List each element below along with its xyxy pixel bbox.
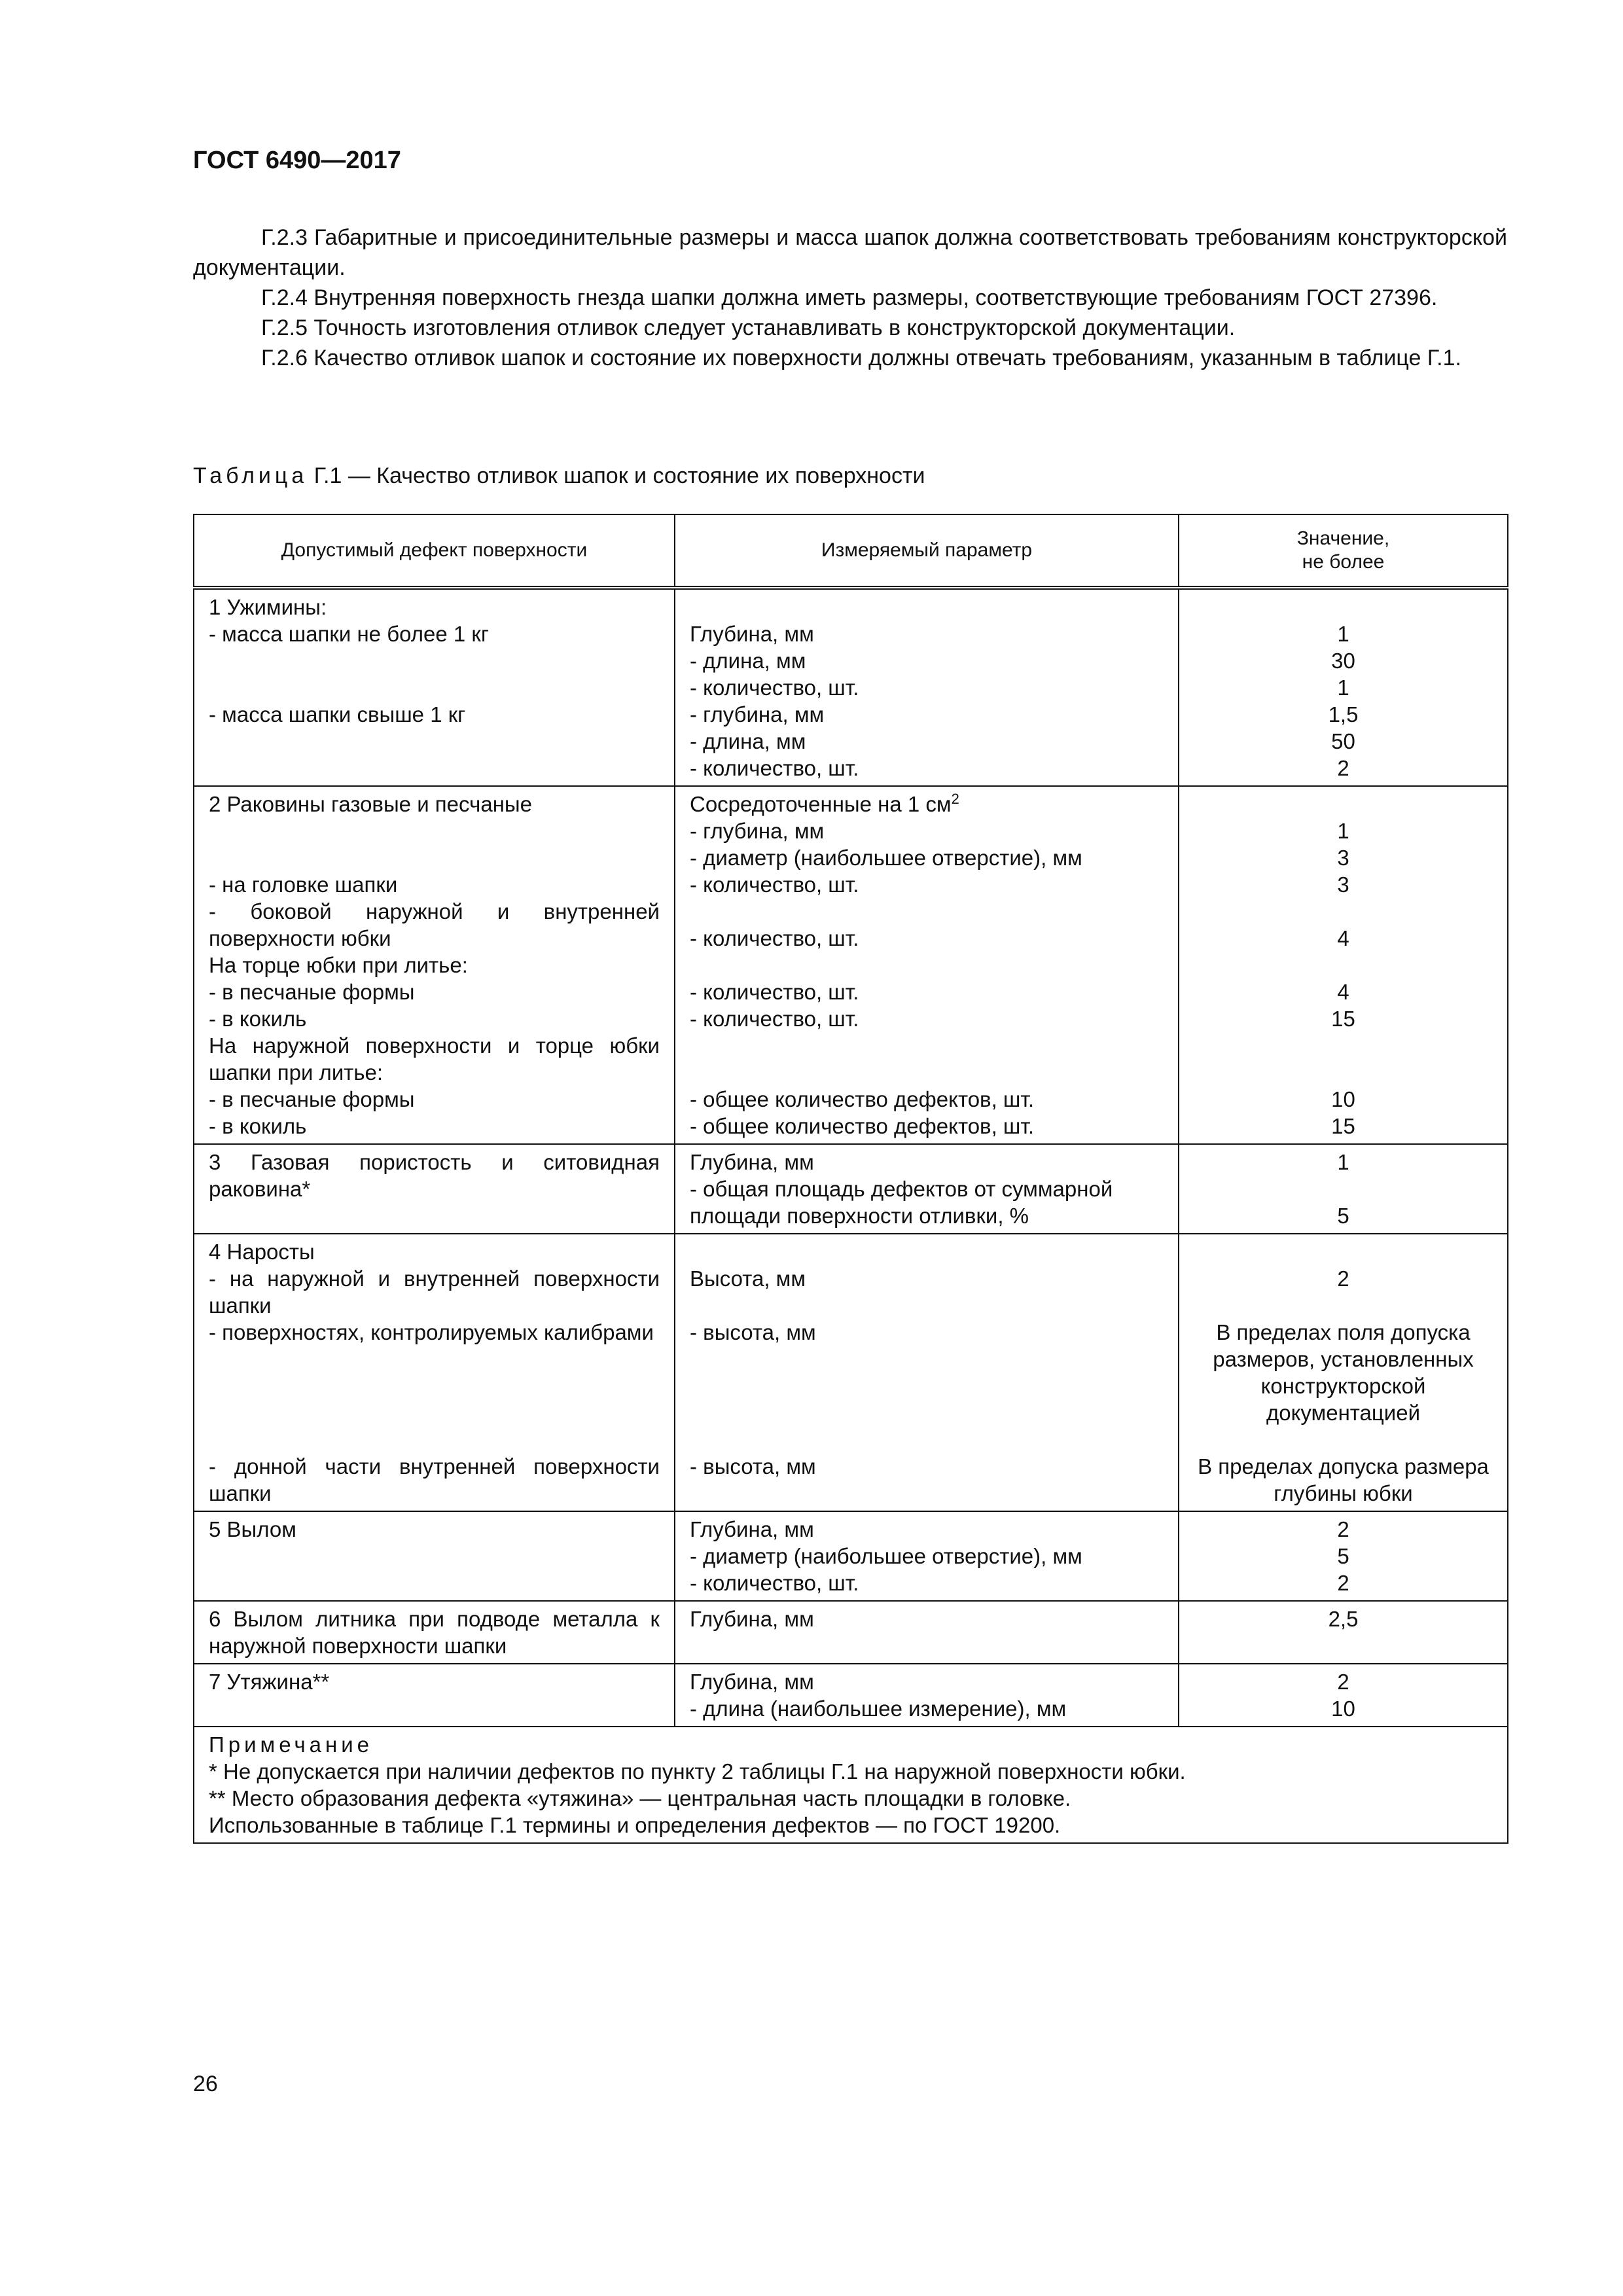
defect-title: 4 Наросты — [209, 1240, 315, 1264]
parameter-line: Глубина, мм — [690, 1517, 814, 1541]
table-note — [194, 1727, 1508, 1843]
defect-sub: - в кокиль — [209, 1007, 307, 1031]
parameter-line: - глубина, мм — [690, 702, 825, 726]
parameter-cell — [675, 588, 1179, 786]
value-line: 3 — [1337, 872, 1349, 897]
value-line: 10 — [1331, 1696, 1355, 1721]
parameter-line: - длина (наибольшее измерение), мм — [690, 1696, 1067, 1721]
note-line: * Не допускается при наличии дефектов по пункту 2 таблицы Г.1 на наружной поверхности юбки. — [209, 1759, 1186, 1784]
value-line: 15 — [1331, 1114, 1355, 1138]
value-cell — [1179, 1664, 1508, 1727]
value-line: 3 — [1337, 846, 1349, 870]
value-line: 2 — [1337, 1571, 1349, 1595]
defect-sub: - масса шапки не более 1 кг — [209, 622, 489, 646]
table-row — [194, 1664, 1508, 1727]
value-line: 5 — [1337, 1544, 1349, 1568]
note-line: Использованные в таблице Г.1 термины и определения дефектов — по ГОСТ 19200. — [209, 1813, 1061, 1837]
parameter-text: Сосредоточенные на 1 см — [690, 792, 952, 816]
defect-sub: - поверхностях, контролируемых калибрами — [209, 1320, 654, 1344]
value-line: В пределах допуска размера глубины юбки — [1198, 1454, 1489, 1505]
table-row — [194, 1601, 1508, 1664]
value-line: 2 — [1337, 756, 1349, 780]
defect-sub: - на наружной и внутренней поверхности шапки — [209, 1266, 660, 1318]
parameter-line: - общая площадь дефектов от суммарной площади поверхности отливки, % — [690, 1177, 1113, 1228]
parameter-cell — [675, 1511, 1179, 1601]
parameter-cell — [675, 1664, 1179, 1727]
parameter-line: Высота, мм — [690, 1266, 806, 1291]
table-caption-label: Таблица — [193, 463, 308, 488]
table-row — [194, 1234, 1508, 1511]
defect-sub: - боковой наружной и внутренней поверхности юбки — [209, 899, 660, 950]
parameter-cell — [675, 1144, 1179, 1234]
parameter-cell: Глубина, мм — [675, 1601, 1179, 1664]
paragraph-g23: Г.2.3 Габаритные и присоединительные размеры и масса шапок должна соответствовать требованиям конструкторской документации. — [193, 225, 1507, 280]
value-line: 50 — [1331, 729, 1355, 753]
parameter-line: - высота, мм — [690, 1454, 816, 1479]
value-line: 5 — [1337, 1204, 1349, 1228]
defect-sub: На наружной поверхности и торце юбки шапки при литье: — [209, 1033, 660, 1085]
parameter-line: - количество, шт. — [690, 1571, 859, 1595]
defect-cell — [194, 786, 675, 1144]
defect-sub: На торце юбки при литье: — [209, 953, 468, 977]
defect-cell: 3 Газовая пористость и ситовидная раковина* — [194, 1144, 675, 1234]
paragraph-g25: Г.2.5 Точность изготовления отливок следует устанавливать в конструкторской документации. — [261, 315, 1236, 340]
page-number: 26 — [193, 2072, 218, 2096]
value-line: 15 — [1331, 1007, 1355, 1031]
defect-cell — [194, 1234, 675, 1511]
note-line: ** Место образования дефекта «утяжина» — центральная часть площадки в головке. — [209, 1786, 1071, 1810]
parameter-line: Глубина, мм — [690, 622, 814, 646]
value-line: 1,5 — [1328, 702, 1359, 726]
document-header: ГОСТ 6490—2017 — [193, 147, 401, 174]
note-title: Примечание — [209, 1732, 374, 1757]
parameter-line: - длина, мм — [690, 649, 806, 673]
defect-cell: 6 Вылом литника при подводе металла к наружной поверхности шапки — [194, 1601, 675, 1664]
parameter-line: - высота, мм — [690, 1320, 816, 1344]
parameter-cell — [675, 1234, 1179, 1511]
defect-cell: 7 Утяжина** — [194, 1664, 675, 1727]
table-row — [194, 1144, 1508, 1234]
parameter-line: - количество, шт. — [690, 872, 859, 897]
parameter-line: - количество, шт. — [690, 1007, 859, 1031]
value-line: 2 — [1337, 1517, 1349, 1541]
value-line: 2 — [1337, 1266, 1349, 1291]
value-line: 1 — [1337, 1150, 1349, 1174]
value-line: 10 — [1331, 1087, 1355, 1111]
paragraph-g24: Г.2.4 Внутренняя поверхность гнезда шапки должна иметь размеры, соответствующие требованиям ГОСТ 27396. — [261, 285, 1438, 310]
value-line: 1 — [1337, 819, 1349, 843]
defect-sub: - донной части внутренней поверхности шапки — [209, 1454, 660, 1505]
value-cell — [1179, 1144, 1508, 1234]
table-note-row — [194, 1727, 1508, 1843]
table-row — [194, 786, 1508, 1144]
defect-title: 2 Раковины газовые и песчаные — [209, 792, 533, 816]
value-cell: 2,5 — [1179, 1601, 1508, 1664]
parameter-line: - диаметр (наибольшее отверстие), мм — [690, 846, 1082, 870]
parameter-line — [690, 791, 1164, 817]
header-defect: Допустимый дефект поверхности — [194, 514, 675, 588]
table-row — [194, 1511, 1508, 1601]
parameter-line: - глубина, мм — [690, 819, 825, 843]
parameter-line: - количество, шт. — [690, 675, 859, 700]
table-row — [194, 588, 1508, 786]
parameter-line: - общее количество дефектов, шт. — [690, 1114, 1035, 1138]
value-line: 1 — [1337, 675, 1349, 700]
parameter-line: - диаметр (наибольшее отверстие), мм — [690, 1544, 1082, 1568]
value-line: 4 — [1337, 980, 1349, 1004]
body-paragraphs — [193, 223, 1507, 373]
defect-sub: - масса шапки свыше 1 кг — [209, 702, 466, 726]
parameter-line: Глубина, мм — [690, 1670, 814, 1694]
value-cell — [1179, 786, 1508, 1144]
defect-sub: - в песчаные формы — [209, 1087, 415, 1111]
value-line: В пределах поля допуска размеров, установленных конструкторской документацией — [1213, 1320, 1474, 1425]
value-line: 2 — [1337, 1670, 1349, 1694]
table-caption-text: Г.1 — Качество отливок шапок и состояние их поверхности — [313, 463, 925, 488]
defect-sub: - на головке шапки — [209, 872, 398, 897]
parameter-cell — [675, 786, 1179, 1144]
defect-cell — [194, 588, 675, 786]
superscript: 2 — [951, 791, 959, 807]
value-line: 1 — [1337, 622, 1349, 646]
value-cell — [1179, 588, 1508, 786]
header-value: Значение, не более — [1179, 514, 1508, 588]
paragraph-g26: Г.2.6 Качество отливок шапок и состояние их поверхности должны отвечать требованиям, указанным в таблице Г.1. — [261, 346, 1461, 370]
parameter-line: - количество, шт. — [690, 980, 859, 1004]
defects-table — [193, 514, 1508, 1844]
value-line: 30 — [1331, 649, 1355, 673]
table-header-row — [194, 514, 1508, 588]
parameter-line: - количество, шт. — [690, 756, 859, 780]
defect-cell: 5 Вылом — [194, 1511, 675, 1601]
parameter-line: - длина, мм — [690, 729, 806, 753]
value-cell — [1179, 1234, 1508, 1511]
value-cell — [1179, 1511, 1508, 1601]
table-caption — [193, 463, 925, 489]
parameter-line: - общее количество дефектов, шт. — [690, 1087, 1035, 1111]
value-line: 4 — [1337, 926, 1349, 950]
header-parameter: Измеряемый параметр — [675, 514, 1179, 588]
parameter-line: - количество, шт. — [690, 926, 859, 950]
defect-title: 1 Ужимины: — [209, 595, 327, 619]
defect-sub: - в песчаные формы — [209, 980, 415, 1004]
parameter-line: Глубина, мм — [690, 1150, 814, 1174]
defect-sub: - в кокиль — [209, 1114, 307, 1138]
